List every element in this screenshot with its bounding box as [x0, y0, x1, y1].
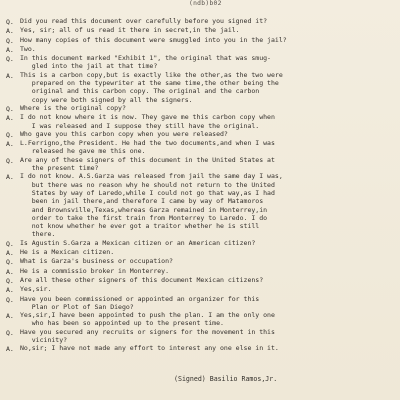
entry-label: A.: [6, 267, 14, 276]
question-entry: [6, 104, 398, 113]
entry-text: Who gave you this carbon copy when you were released?: [20, 129, 228, 138]
entry-label: A.: [6, 286, 14, 295]
entry-text: Are all these other signers of this document Mexican citizens?: [20, 275, 264, 284]
answer-entry: [6, 311, 398, 328]
page-stamp: (ndb)b02: [189, 0, 222, 7]
answer-entry: [6, 285, 398, 294]
question-entry: [6, 36, 398, 45]
answer-entry: [6, 71, 398, 104]
entry-label: A.: [6, 45, 14, 54]
entry-label: Q.: [6, 276, 14, 285]
answer-entry: [6, 139, 398, 156]
entry-text: What is Garza's business or occupation?: [20, 257, 173, 266]
entry-label: A.: [6, 249, 14, 258]
entry-label: Q.: [6, 239, 14, 248]
entry-text: I do not know where it is now. They gave me this carbon copy when I was released and I suppose they still have the original.: [20, 113, 275, 130]
entry-label: Q.: [6, 55, 14, 64]
signature-line: (Signed) Basilio Ramos,Jr.: [174, 375, 278, 383]
entry-text: In this document marked "Exhibit 1", the original that was smug- gled into the jail at that time?: [20, 54, 271, 71]
entry-text: I do not know. A.S.Garza was released from jail the same day I was, but there was no reason why he should not return to the United States by way of Laredo,while I could not go that way,as I had been in jail there,and therefore I came by way of Matamoros and Brownsville,Texas,whereas Garza remained in Monterrey,in order to take the first train from Monterrey to Laredo. I do not know whether he ever got a traitor whether he is still there.: [20, 172, 283, 239]
question-entry: [6, 239, 398, 248]
entry-label: Q.: [6, 36, 14, 45]
entry-label: Q.: [6, 258, 14, 267]
entry-text: He is a commissio broker in Monterrey.: [20, 266, 170, 275]
question-entry: [6, 17, 398, 26]
entry-text: Yes,sir.: [20, 285, 52, 294]
entry-text: Is Agustin S.Garza a Mexican citizen or an American citizen?: [20, 238, 256, 247]
question-entry: [6, 257, 398, 266]
answer-entry: [6, 172, 398, 238]
question-entry: [6, 295, 398, 312]
entry-text: No,sir; I have not made any effort to interest any one else in it.: [20, 344, 279, 353]
entry-text: This is a carbon copy,but is exactly like the other,as the two were prepared on the typewriter at the same time,the other being the original and this carbon copy. The original and the carbon copy were both signed by all the signers.: [20, 70, 283, 104]
entry-text: How many copies of this document were smuggled into you in the jail?: [20, 35, 287, 44]
entry-text: Two.: [20, 44, 36, 53]
question-entry: [6, 54, 398, 71]
answer-entry: [6, 26, 398, 35]
question-entry: [6, 276, 398, 285]
entry-label: Q.: [6, 130, 14, 139]
entry-text: Have you been commissioned or appointed an organizer for this Plan or Plot of San Diego?: [20, 294, 260, 311]
entry-text: Have you secured any recruits or signers for the movement in this vicinity?: [20, 327, 275, 344]
entry-label: Q.: [6, 156, 14, 165]
answer-entry: [6, 248, 398, 257]
entry-label: A.: [6, 114, 14, 123]
answer-entry: [6, 45, 398, 54]
entry-label: A.: [6, 312, 14, 321]
entry-label: A.: [6, 345, 14, 354]
entry-text: Where is the original copy?: [20, 103, 126, 112]
entry-label: A.: [6, 140, 14, 149]
question-entry: [6, 156, 398, 173]
entry-text: Yes,sir,I have been appointed to push the plan. I am the only one who has been so appointed up to the present time.: [20, 311, 275, 328]
entry-label: Q.: [6, 104, 14, 113]
entry-label: A.: [6, 71, 14, 80]
entry-text: L.Ferrigno,the President. He had the two documents,and when I was released he gave me this one.: [20, 139, 275, 156]
entry-label: Q.: [6, 295, 14, 304]
entry-text: He is a Mexican citizen.: [20, 248, 115, 257]
entry-label: A.: [6, 173, 14, 182]
question-entry: [6, 328, 398, 345]
answer-entry: [6, 113, 398, 130]
question-entry: [6, 130, 398, 139]
answer-entry: [6, 344, 398, 353]
entry-text: Yes, sir; all of us read it there in secret,in the jail.: [20, 26, 240, 35]
entry-label: Q.: [6, 328, 14, 337]
interrogation-transcript: [6, 17, 398, 354]
entry-label: Q.: [6, 18, 14, 26]
entry-text: Are any of these signers of this document in the United States at the present time?: [20, 155, 275, 173]
entry-label: A.: [6, 27, 14, 36]
answer-entry: [6, 267, 398, 276]
entry-text: Did you read this document over carefully before you signed it?: [20, 17, 268, 25]
